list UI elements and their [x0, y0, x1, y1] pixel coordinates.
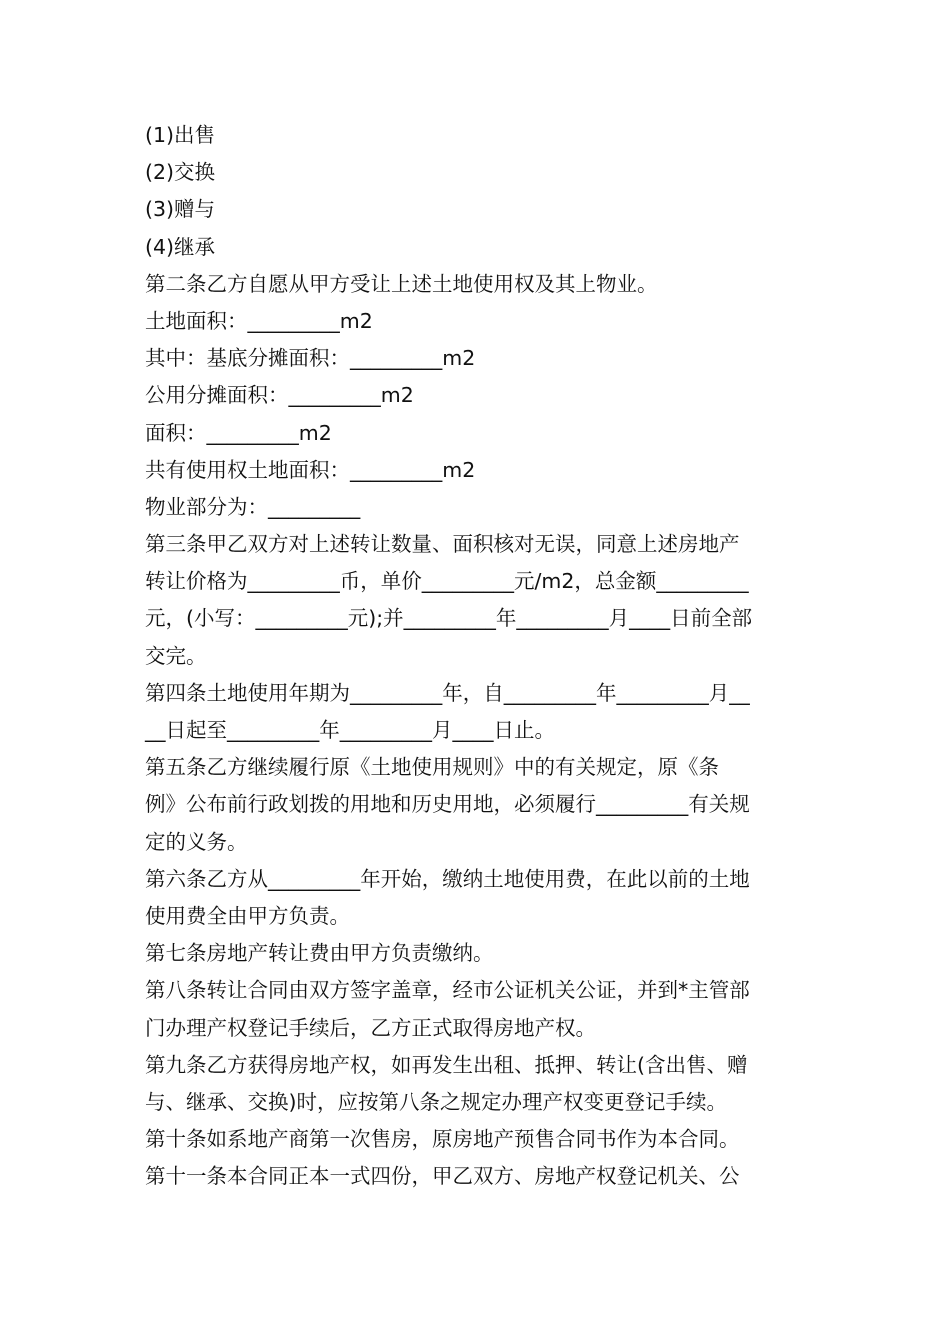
text-line: (1)出售 — [145, 123, 216, 147]
document-body — [145, 117, 810, 1195]
text-line: 第十条如系地产商第一次售房，原房地产预售合同书作为本合同。 — [145, 1127, 740, 1152]
text-line: 定的义务。 — [145, 829, 248, 854]
text-line: (3)赠与 — [145, 197, 216, 222]
text-line: 第十一条本合同正本一式四份，甲乙双方、房地产权登记机关、公 — [145, 1164, 740, 1189]
text-line: 面积：_________m2 — [145, 420, 332, 445]
text-line: 第九条乙方获得房地产权，如再发生出租、抵押、转让(含出售、赠 — [145, 1052, 748, 1077]
text-line: 第四条土地使用年期为_________年，自_________年_________月__ — [145, 680, 750, 705]
text-line: 第八条转让合同由双方签字盖章，经市公证机关公证，并到*主管部 — [145, 978, 750, 1003]
text-line: 元，(小写：_________元);并_________年_________月____日前全部 — [145, 606, 753, 631]
text-line: 第二条乙方自愿从甲方受让上述土地使用权及其上物业。 — [145, 271, 658, 296]
text-line: 土地面积：_________m2 — [145, 308, 373, 333]
text-line: __日起至_________年_________月____日止。 — [145, 718, 555, 742]
text-line: 使用费全由甲方负责。 — [145, 903, 350, 928]
text-line: 转让价格为_________币，单价_________元/m2，总金额_________ — [145, 569, 749, 594]
text-line: 例》公布前行政划拨的用地和历史用地，必须履行_________有关规 — [145, 792, 750, 817]
text-line: 第七条房地产转让费由甲方负责缴纳。 — [145, 941, 494, 966]
text-line: 第三条甲乙双方对上述转让数量、面积核对无误，同意上述房地产 — [145, 532, 740, 557]
text-line: (2)交换 — [145, 160, 216, 185]
text-line: 交完。 — [145, 643, 207, 668]
text-line: 与、继承、交换)时，应按第八条之规定办理产权变更登记手续。 — [145, 1089, 727, 1114]
text-line: 第六条乙方从_________年开始，缴纳土地使用费，在此以前的土地 — [145, 866, 750, 891]
text-line: (4)继承 — [145, 234, 216, 259]
text-line: 第五条乙方继续履行原《土地使用规则》中的有关规定，原《条 — [145, 755, 719, 780]
text-line: 其中：基底分摊面积：_________m2 — [145, 346, 476, 371]
text-line: 物业部分为：_________ — [145, 494, 361, 519]
text-line: 公用分摊面积：_________m2 — [145, 383, 414, 408]
text-line: 门办理产权登记手续后，乙方正式取得房地产权。 — [145, 1015, 596, 1040]
text-line: 共有使用权土地面积：_________m2 — [145, 457, 476, 482]
